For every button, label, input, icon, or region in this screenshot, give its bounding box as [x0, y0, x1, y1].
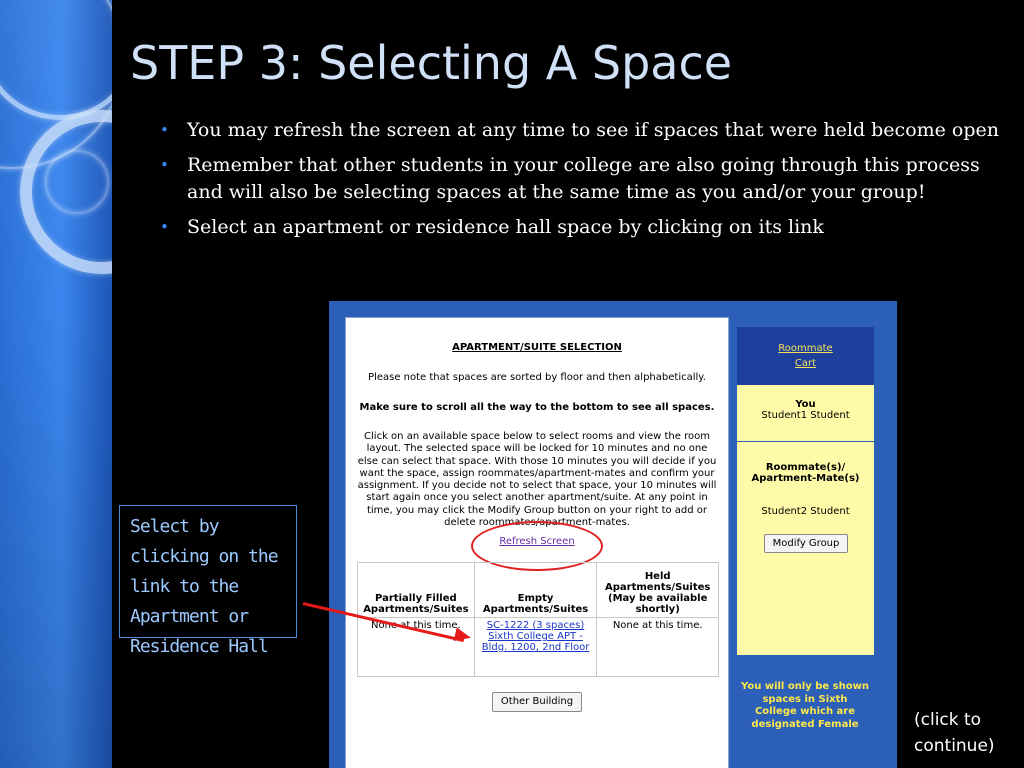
- mates-label: Roommate(s)/ Apartment-Mate(s): [751, 462, 860, 484]
- sort-note: Please note that spaces are sorted by floor and then alphabetically.: [368, 372, 706, 383]
- column-header: Partially Filled Apartments/Suites: [358, 563, 475, 618]
- spaces-table: [357, 562, 719, 677]
- bullet-item: [160, 214, 1000, 241]
- bullet-text: Remember that other students in your college are also going through this process and will also be selecting spaces at the same time as you and/or your group!: [187, 154, 980, 203]
- bullet-text: You may refresh the screen at any time to see if spaces that were held become open: [187, 119, 1000, 141]
- panel-shade: [0, 0, 112, 768]
- bullet-dot-icon: •: [160, 218, 169, 236]
- refresh-screen-link[interactable]: Refresh Screen: [499, 536, 575, 547]
- column-header: Held Apartments/Suites (May be available shortly): [597, 563, 719, 618]
- partial-cell: None at this time.: [358, 618, 475, 677]
- column-header: Empty Apartments/Suites: [474, 563, 597, 618]
- empty-cell: [474, 618, 597, 677]
- bullet-text: Select an apartment or residence hall space by clicking on its link: [187, 216, 824, 238]
- slide-title: STEP 3: Selecting A Space: [130, 36, 733, 90]
- mate-name: Student2 Student: [761, 506, 850, 517]
- gender-note: You will only be shown spaces in Sixth College which are designated Female: [741, 681, 869, 730]
- selection-heading: APARTMENT/SUITE SELECTION: [452, 342, 622, 353]
- cart-label-line: Cart: [794, 358, 817, 369]
- roommate-sidebar: [737, 327, 874, 655]
- bullet-dot-icon: •: [160, 156, 169, 174]
- you-section: [737, 385, 874, 441]
- embedded-screenshot: [329, 301, 897, 768]
- roommate-cart-link[interactable]: [737, 327, 874, 385]
- you-label: You: [795, 399, 816, 410]
- selection-page: [345, 317, 729, 768]
- you-name: Student1 Student: [761, 410, 850, 421]
- other-building-button[interactable]: Other Building: [492, 692, 582, 712]
- mates-section: [737, 442, 874, 655]
- continue-note[interactable]: (click to continue): [914, 710, 995, 756]
- bullet-dot-icon: •: [160, 121, 169, 139]
- bullet-item: [160, 117, 1000, 144]
- held-cell: None at this time.: [597, 618, 719, 677]
- cart-label-line: Roommate: [778, 343, 833, 354]
- scroll-note: Make sure to scroll all the way to the bottom to see all spaces.: [359, 402, 715, 413]
- space-link[interactable]: SC-1222 (3 spaces) Sixth College APT - Bldg. 1200, 2nd Floor: [481, 620, 590, 653]
- modify-group-button[interactable]: Modify Group: [764, 534, 848, 553]
- table-header-row: [358, 563, 719, 618]
- callout-box: Select by clicking on the link to the Apartment or Residence Hall: [119, 505, 297, 638]
- instructions-text: Click on an available space below to select rooms and view the room layout. The selected space will be locked for 10 minutes and no one else can select that space. With those 10 minutes you will decide if you want the space, assign roommates/apartment-mates and confirm your assignment. If you decide not to select that space, your 10 minutes will start again once you select another apartment/suite. At any point in time, you may click the Modify Group button on your right to add or delete roommates/apartment-mates.: [357, 431, 717, 529]
- bullet-list: [160, 117, 1000, 249]
- bullet-item: [160, 152, 1000, 206]
- decorative-side-panel: [0, 0, 112, 768]
